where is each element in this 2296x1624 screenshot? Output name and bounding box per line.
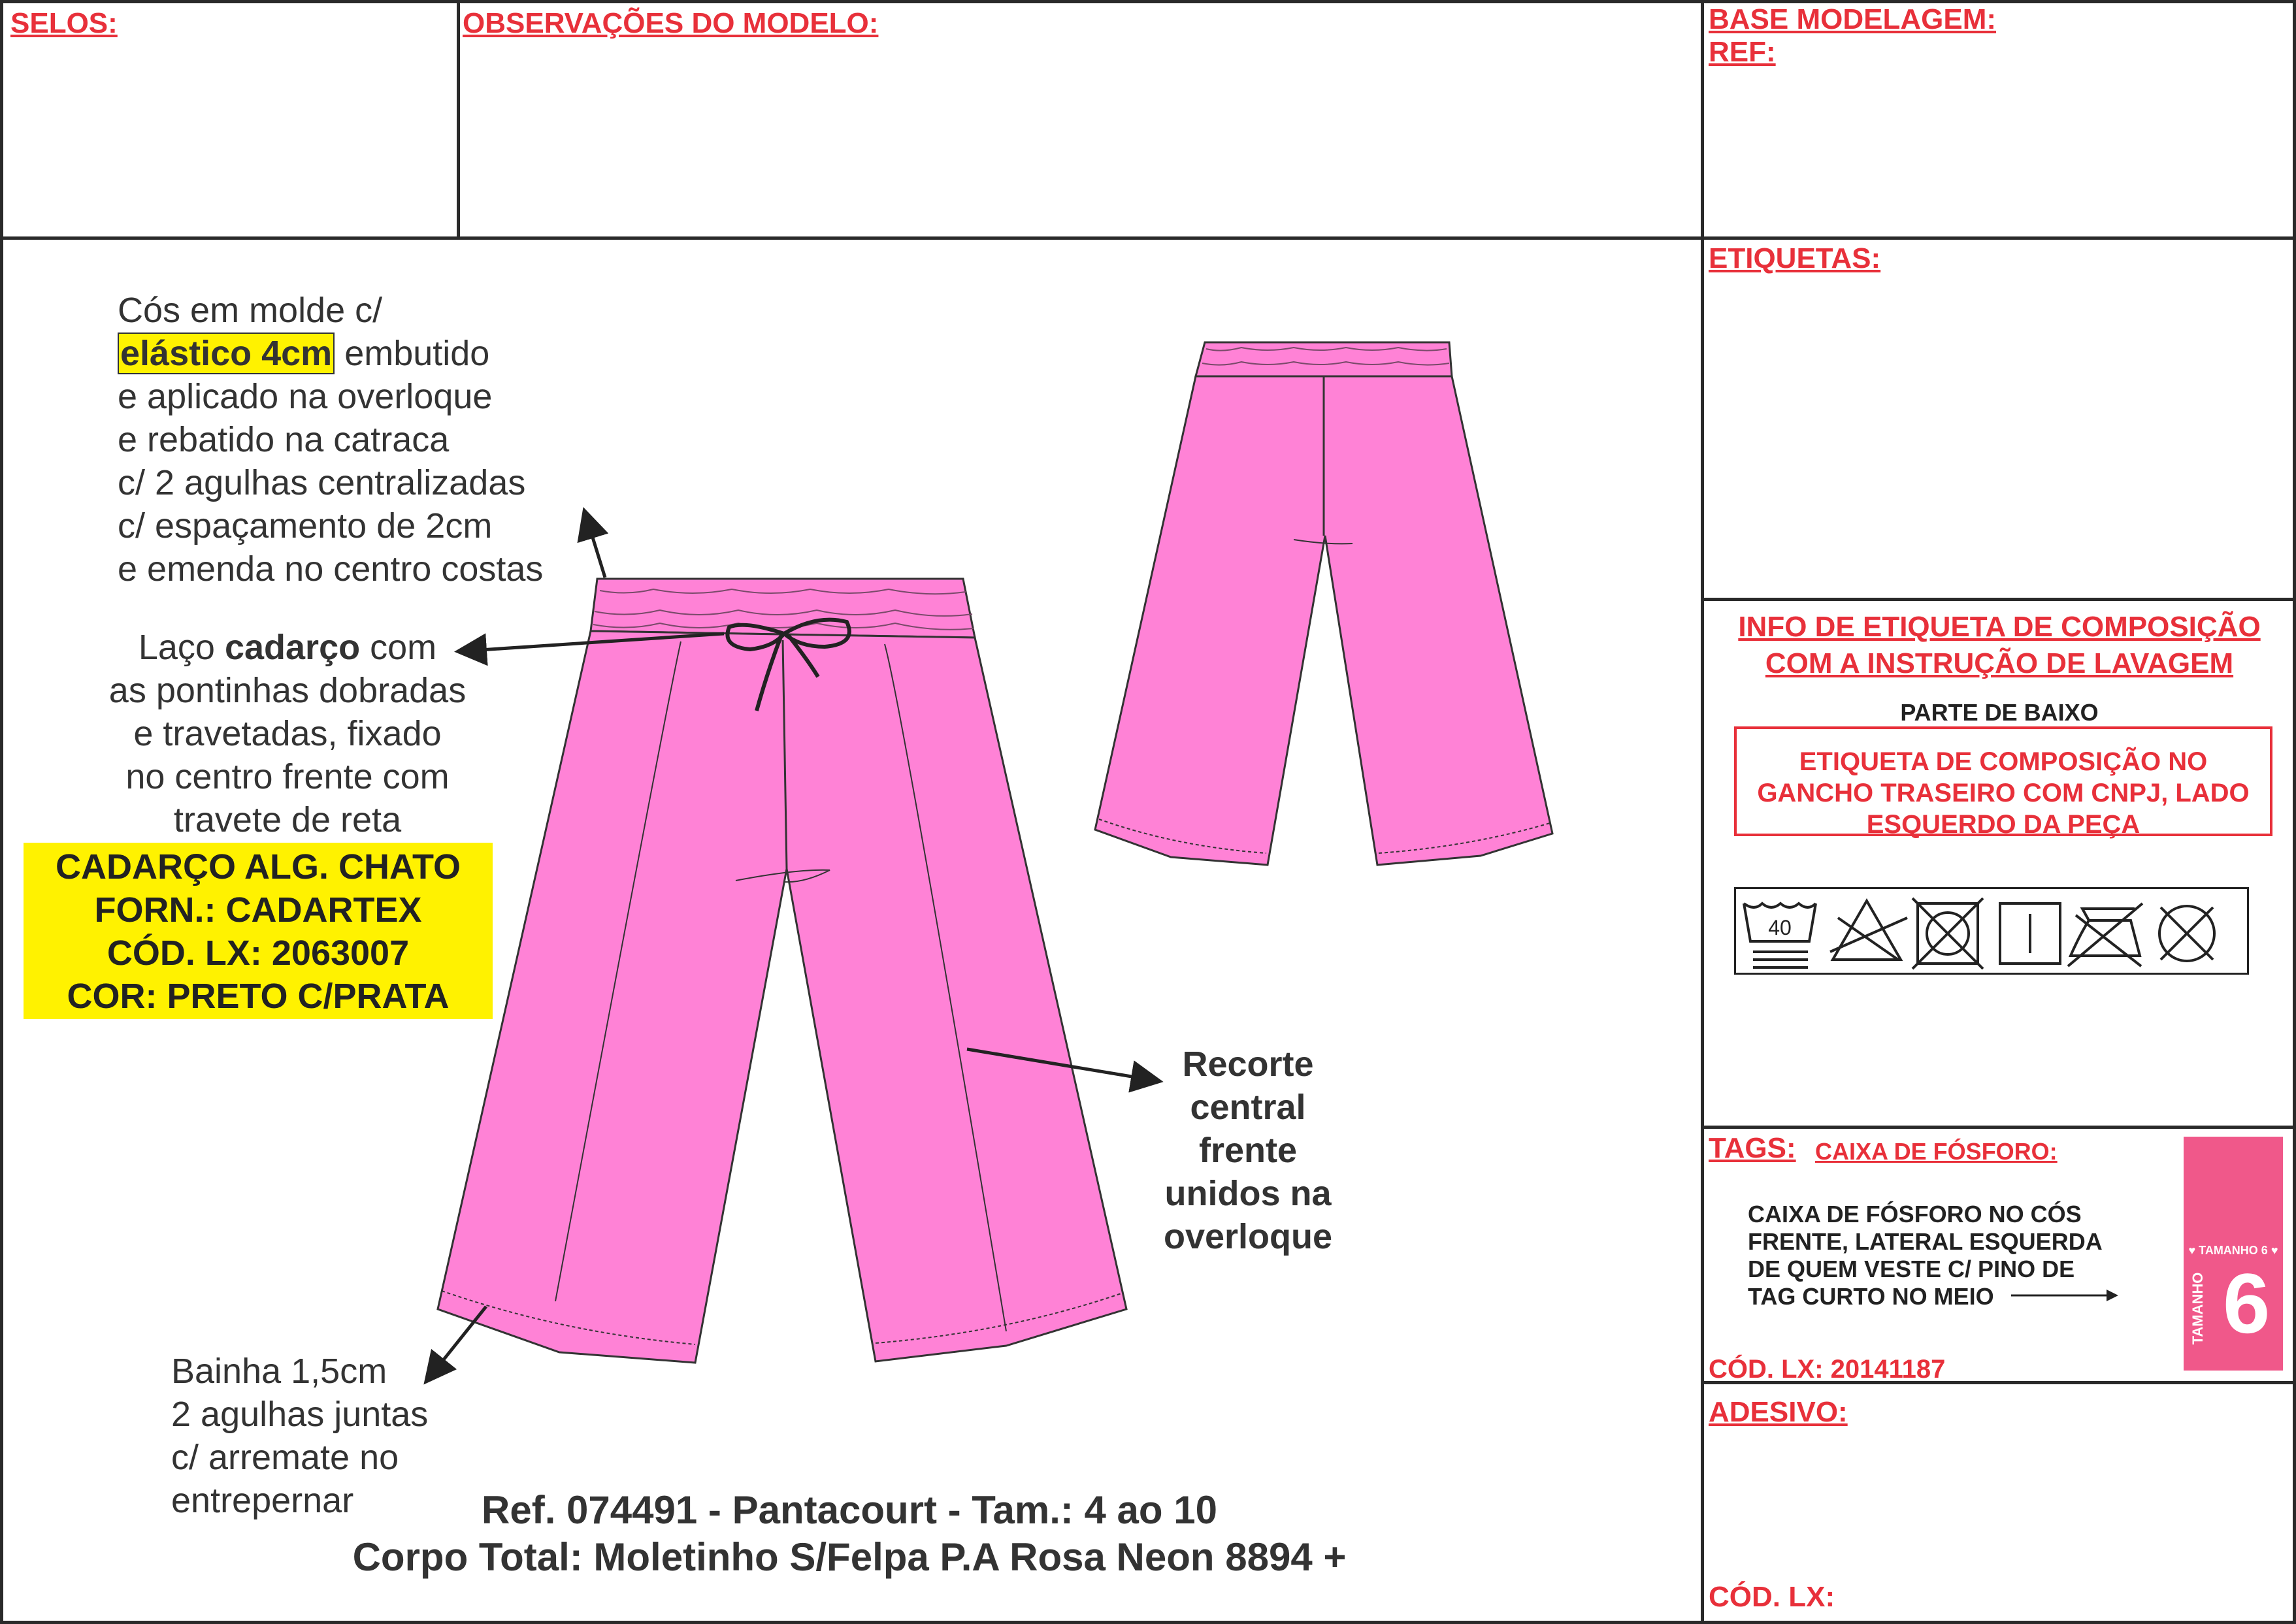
cod-tag-label: CÓD. LX: 20141187 [1709, 1355, 1946, 1384]
right-divider-1 [1702, 598, 2296, 601]
bainha-line-3: c/ arremate no [171, 1438, 399, 1477]
composicao-line-2: GANCHO TRASEIRO COM CNPJ, LADO [1757, 779, 2250, 807]
recorte-line-2: central [1190, 1088, 1306, 1127]
caixa-arrow [2010, 1286, 2121, 1305]
recorte-note [1111, 1043, 1385, 1258]
base-modelagem-label: BASE MODELAGEM: [1709, 3, 1996, 35]
wash-symbols-box [1734, 887, 2249, 975]
recorte-line-5: overloque [1163, 1217, 1333, 1256]
recorte-line-4: unidos na [1164, 1174, 1332, 1213]
front-waistband [591, 579, 975, 638]
wash-temp-text: 40 [1768, 916, 1792, 939]
tag-number: 6 [2223, 1256, 2271, 1351]
cos-line-6: c/ espaçamento de 2cm [118, 506, 493, 545]
cod-adesivo-label: CÓD. LX: [1709, 1581, 1835, 1613]
laco-line-4: no centro frente com [125, 757, 450, 796]
tag-vertical-text: TAMANHO [2189, 1272, 2206, 1345]
front-view-pants [438, 579, 1126, 1363]
cadarco-line-1: CADARÇO ALG. CHATO [56, 847, 461, 886]
info-composicao-title [1704, 609, 2295, 682]
cos-highlight: elástico 4cm [118, 333, 335, 374]
footer-material: Corpo Total: Moletinho S/Felpa P.A Rosa Neon 8894 + [352, 1535, 1347, 1579]
info-line-1: INFO DE ETIQUETA DE COMPOSIÇÃO [1738, 611, 2261, 643]
laco-line-1-c: com [360, 628, 437, 667]
no-bleach-icon [1830, 901, 1907, 960]
tags-label: TAGS: [1709, 1132, 1796, 1164]
tag-heart-icon-left: ♥ [2188, 1244, 2196, 1257]
etiquetas-label: ETIQUETAS: [1709, 242, 1881, 274]
selos-label: SELOS: [10, 7, 118, 39]
laco-line-5: travete de reta [173, 800, 402, 839]
laco-line-1-b: cadarço [224, 628, 361, 667]
bainha-line-2: 2 agulhas juntas [171, 1395, 429, 1434]
cadarco-box [24, 843, 493, 1019]
line-dry-icon [2000, 903, 2060, 964]
cos-line-1: Cós em molde c/ [118, 291, 383, 330]
cos-arrow [588, 523, 605, 577]
cos-line-5: c/ 2 agulhas centralizadas [118, 463, 526, 502]
laco-line-1-a: Laço [138, 628, 225, 667]
laco-line-1 [78, 626, 497, 669]
no-dry-clean-icon [2159, 906, 2214, 961]
tag-heart-icon-right: ♥ [2271, 1244, 2278, 1257]
recorte-line-1: Recorte [1182, 1045, 1314, 1084]
cadarco-line-3: CÓD. LX: 2063007 [107, 934, 410, 973]
parte-de-baixo-label: PARTE DE BAIXO [1900, 699, 2099, 726]
laco-line-2: as pontinhas dobradas [108, 671, 467, 710]
cos-line-2 [118, 332, 543, 375]
tag-size-text: TAMANHO 6 [2199, 1244, 2268, 1257]
caixa-line-4: TAG CURTO NO MEIO [1748, 1283, 1994, 1310]
back-view-pants [1095, 342, 1552, 865]
front-body [438, 631, 1126, 1363]
caixa-line-2: FRENTE, LATERAL ESQUERDA [1748, 1228, 2103, 1255]
caixa-label: CAIXA DE FÓSFORO: [1815, 1138, 2058, 1165]
cos-line-2-rest: embutido [335, 334, 490, 373]
ref-label: REF: [1709, 36, 1776, 68]
cos-note [118, 289, 543, 591]
composicao-box [1734, 726, 2272, 839]
cadarco-line-2: FORN.: CADARTEX [94, 890, 422, 930]
wash-40-icon [1744, 903, 1816, 967]
caixa-line-1: CAIXA DE FÓSFORO NO CÓS [1748, 1201, 2082, 1227]
adesivo-label: ADESIVO: [1709, 1396, 1848, 1428]
caixa-line-3: DE QUEM VESTE C/ PINO DE [1748, 1256, 2075, 1282]
no-iron-icon [2068, 903, 2142, 966]
recorte-line-3: frente [1198, 1131, 1298, 1170]
bainha-line-4: entrepernar [171, 1481, 354, 1520]
composicao-line-3: ESQUERDO DA PEÇA [1866, 810, 2140, 839]
laco-note [78, 626, 497, 841]
composicao-line-1: ETIQUETA DE COMPOSIÇÃO NO [1799, 747, 2208, 776]
cadarco-line-4: COR: PRETO C/PRATA [67, 977, 450, 1016]
wash-symbols-svg [1736, 889, 2247, 973]
cos-line-7: e emenda no centro costas [118, 549, 544, 589]
cos-line-3: e aplicado na overloque [118, 377, 493, 416]
cos-line-4: e rebatido na catraca [118, 420, 450, 459]
laco-line-3: e travetadas, fixado [133, 714, 442, 753]
info-line-2: COM A INSTRUÇÃO DE LAVAGEM [1765, 647, 2234, 679]
back-waistband [1196, 342, 1452, 376]
no-tumble-dry-icon [1912, 898, 1983, 969]
bainha-line-1: Bainha 1,5cm [171, 1352, 387, 1391]
size-tag [2182, 1135, 2284, 1372]
footer-ref: Ref. 074491 - Pantacourt - Tam.: 4 ao 10 [482, 1488, 1217, 1532]
right-divider-2 [1702, 1126, 2296, 1129]
observacoes-label: OBSERVAÇÕES DO MODELO: [463, 7, 879, 39]
